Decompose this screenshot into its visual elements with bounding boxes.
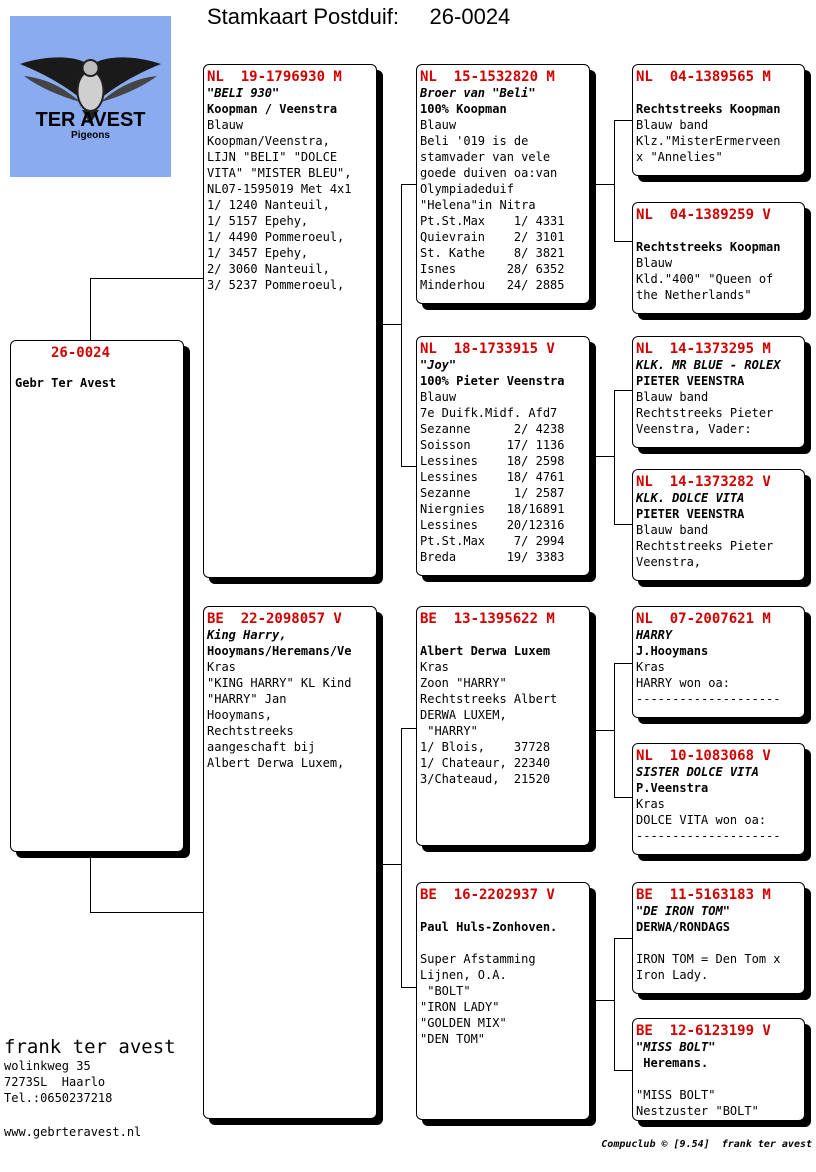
pigeon-name: "BELI 930" xyxy=(207,86,280,100)
info-line: 1/ Chateaur, 22340 xyxy=(420,756,551,770)
connector xyxy=(614,390,615,525)
ring-number: NL 14-1373295 M xyxy=(636,341,771,357)
ring-number: NL 18-1733915 V xyxy=(420,341,555,357)
info-line: Minderhou 24/ 2885 xyxy=(420,278,565,292)
info-line: Kras xyxy=(636,797,665,811)
info-line: Kras xyxy=(207,660,236,674)
info-line: Veenstra, Vader: xyxy=(636,422,752,436)
pigeon-owner: 100% Pieter Veenstra xyxy=(420,374,565,388)
info-line: VITA" "MISTER BLEU", xyxy=(207,166,352,180)
info-line: goede duiven oa:van xyxy=(420,166,558,180)
connector xyxy=(90,278,204,279)
ring-number: BE 13-1395622 M xyxy=(420,611,555,627)
info-line: -------------------- xyxy=(636,829,781,843)
info-line: DERWA LUXEM, xyxy=(420,708,507,722)
info-line: HARRY won oa: xyxy=(636,676,730,690)
pigeon-card-sire-sire[interactable] xyxy=(416,64,590,304)
info-line: "BOLT" xyxy=(420,984,471,998)
info-line: Nestzuster "BOLT" xyxy=(636,1104,759,1118)
pigeon-owner: Paul Huls-Zonhoven. xyxy=(420,920,558,934)
info-line: "HARRY" xyxy=(420,724,478,738)
pigeon-name xyxy=(420,903,586,919)
pigeon-owner: Albert Derwa Luxem xyxy=(420,644,551,658)
ring-number: NL 14-1373282 V xyxy=(636,474,771,490)
info-line: Olympiadeduif xyxy=(420,182,514,196)
pigeon-name: "Joy" xyxy=(420,358,457,372)
connector xyxy=(90,856,91,912)
info-line xyxy=(420,935,586,951)
pigeon-name: "MISS BOLT" xyxy=(636,1040,716,1054)
info-line: Blauw xyxy=(636,256,673,270)
info-line: Lessines 18/ 2598 xyxy=(420,454,565,468)
pigeon-name: KLK. MR BLUE - ROLEX xyxy=(636,358,781,372)
info-line: "IRON LADY" xyxy=(420,1000,500,1014)
owner-address xyxy=(4,1036,176,1106)
ring-number: NL 04-1389259 V xyxy=(636,207,771,223)
pigeon-owner: Heremans. xyxy=(636,1056,709,1070)
info-line: Super Afstamming xyxy=(420,952,536,966)
info-line: Breda 19/ 3383 xyxy=(420,550,565,564)
info-line: NL07-1595019 Met 4x1 xyxy=(207,182,352,196)
info-line: aangeschaft bij xyxy=(207,740,316,754)
pigeon-card-sdd[interactable] xyxy=(632,469,805,581)
connector xyxy=(596,184,615,185)
pigeon-card-dss[interactable] xyxy=(632,606,805,718)
info-line: Veenstra, xyxy=(636,555,702,569)
info-line: stamvader van vele xyxy=(420,150,551,164)
info-line: Hooymans, xyxy=(207,708,273,722)
connector xyxy=(614,241,633,242)
connector xyxy=(90,912,204,913)
connector xyxy=(401,184,402,467)
connector xyxy=(401,466,417,467)
connector xyxy=(614,524,633,525)
info-line: Rechtstreeks Pieter xyxy=(636,406,774,420)
pigeon-name: HARRY xyxy=(636,628,673,642)
logo-name: TER AVEST xyxy=(35,109,146,131)
ring-number: NL 15-1532820 M xyxy=(420,69,555,85)
info-line: 3/ 5237 Pommeroeul, xyxy=(207,278,345,292)
pigeon-card-sss[interactable] xyxy=(632,64,805,176)
info-line: Zoon "HARRY" xyxy=(420,676,507,690)
info-line: Koopman/Veenstra, xyxy=(207,134,330,148)
pigeon-owner: 100% Koopman xyxy=(420,102,507,116)
address-city: 7273SL Haarlo xyxy=(4,1075,106,1089)
info-line: Quievrain 2/ 3101 xyxy=(420,230,565,244)
connector xyxy=(614,1070,633,1071)
pigeon-name: KLK. DOLCE VITA xyxy=(636,491,745,505)
connector xyxy=(401,184,417,185)
info-line: 1/ 5157 Epehy, xyxy=(207,214,309,228)
info-line: x "Annelies" xyxy=(636,150,723,164)
info-line: Sezanne 2/ 4238 xyxy=(420,422,565,436)
pigeon-card-dam-sire[interactable] xyxy=(416,606,590,846)
info-line: "KING HARRY" KL Kind xyxy=(207,676,352,690)
pigeon-name xyxy=(636,223,801,239)
info-line: Blauw xyxy=(207,118,244,132)
info-line: Rechtstreeks Albert xyxy=(420,692,558,706)
info-line: Blauw band xyxy=(636,118,709,132)
info-line: LIJN "BELI" "DOLCE xyxy=(207,150,338,164)
page-title: Stamkaart Postduif: 26-0024 xyxy=(207,4,511,29)
info-line: Soisson 17/ 1136 xyxy=(420,438,565,452)
info-line: Blauw xyxy=(420,118,457,132)
info-line: "HARRY" Jan xyxy=(207,692,287,706)
info-line: Klz."MisterErmerveen xyxy=(636,134,781,148)
pigeon-name: King Harry, xyxy=(207,628,287,642)
ring-number: BE 12-6123199 V xyxy=(636,1023,771,1039)
info-line: 7e Duifk.Midf. Afd7 xyxy=(420,406,558,420)
connector xyxy=(401,728,417,729)
pigeon-owner: P.Veenstra xyxy=(636,781,709,795)
connector xyxy=(614,663,615,798)
info-line: DOLCE VITA won oa: xyxy=(636,813,767,827)
pigeon-name: Broer van "Beli" xyxy=(420,86,536,100)
ring-number: NL 07-2007621 M xyxy=(636,611,771,627)
connector xyxy=(401,728,402,988)
ring-number: NL 04-1389565 M xyxy=(636,69,771,85)
info-line: Pt.St.Max 1/ 4331 xyxy=(420,214,565,228)
info-line: Sezanne 1/ 2587 xyxy=(420,486,565,500)
connector xyxy=(614,938,633,939)
software-credit: Compuclub © [9.54] frank ter avest xyxy=(601,1139,812,1150)
pigeon-card-sire-dam[interactable] xyxy=(416,336,590,576)
connector xyxy=(614,938,615,1071)
info-line: 1/ 3457 Epehy, xyxy=(207,246,309,260)
info-line xyxy=(636,935,801,951)
logo xyxy=(10,16,171,177)
pigeon-owner: Rechtstreeks Koopman xyxy=(636,240,781,254)
pigeon-card-ssd[interactable] xyxy=(632,202,805,314)
info-line: St. Kathe 8/ 3821 xyxy=(420,246,565,260)
pigeon-name: "DE IRON TOM" xyxy=(636,904,730,918)
connector xyxy=(90,278,91,340)
pigeon-name xyxy=(420,627,586,643)
pigeon-card-ddd[interactable] xyxy=(632,1018,805,1121)
info-line: Kld."400" "Queen of xyxy=(636,272,774,286)
info-line: 3/Chateaud, 21520 xyxy=(420,772,551,786)
connector xyxy=(614,120,615,242)
pigeon-name xyxy=(636,85,801,101)
pigeon-card-sds[interactable] xyxy=(632,336,805,448)
info-line: "DEN TOM" xyxy=(420,1032,486,1046)
info-line: 1/ 1240 Nanteuil, xyxy=(207,198,330,212)
pigeon-card-dds[interactable] xyxy=(632,882,805,994)
ring-number: NL 19-1796930 M xyxy=(207,69,342,85)
info-line: Isnes 28/ 6352 xyxy=(420,262,565,276)
connector xyxy=(383,864,402,865)
info-line: IRON TOM = Den Tom x xyxy=(636,952,781,966)
info-line: Kras xyxy=(636,660,665,674)
subject-ring: 26-0024 xyxy=(51,345,111,361)
info-line: Iron Lady. xyxy=(636,968,709,982)
info-line: 1/ Blois, 37728 xyxy=(420,740,551,754)
info-line: "GOLDEN MIX" xyxy=(420,1016,507,1030)
header-ring: 26-0024 xyxy=(429,4,511,29)
info-line: Rechtstreeks Pieter xyxy=(636,539,774,553)
ring-number: BE 22-2098057 V xyxy=(207,611,342,627)
subject-owner: Gebr Ter Avest xyxy=(15,376,117,390)
pigeon-card-dam[interactable] xyxy=(203,606,377,1119)
info-line: Albert Derwa Luxem, xyxy=(207,756,345,770)
logo-sub: Pigeons xyxy=(71,130,110,141)
ring-number: BE 16-2202937 V xyxy=(420,887,555,903)
info-line: Lijnen, O.A. xyxy=(420,968,507,982)
info-line: Pt.St.Max 7/ 2994 xyxy=(420,534,565,548)
info-line: Rechtstreeks xyxy=(207,724,294,738)
connector xyxy=(614,797,633,798)
pigeon-owner: Koopman / Veenstra xyxy=(207,102,338,116)
pigeon-card-sire[interactable] xyxy=(203,64,377,578)
pigeon-owner: Hooymans/Heremans/Ve xyxy=(207,644,352,658)
address-street: wolinkweg 35 xyxy=(4,1059,91,1073)
info-line: Lessines 20/12316 xyxy=(420,518,565,532)
subject-card[interactable] xyxy=(10,340,184,852)
pigeon-owner: PIETER VEENSTRA xyxy=(636,507,745,521)
info-line: "Helena"in Nitra xyxy=(420,198,536,212)
connector xyxy=(383,324,402,325)
info-line: Blauw band xyxy=(636,390,709,404)
info-line: Blauw xyxy=(420,390,457,404)
pigeon-card-dam-dam[interactable] xyxy=(416,882,590,1120)
info-line: Beli '019 is de xyxy=(420,134,529,148)
pigeon-card-dsd[interactable] xyxy=(632,743,805,855)
pigeon-owner: Rechtstreeks Koopman xyxy=(636,102,781,116)
info-line: Lessines 18/ 4761 xyxy=(420,470,565,484)
connector xyxy=(614,120,633,121)
info-line: -------------------- xyxy=(636,692,781,706)
connector xyxy=(401,987,417,988)
pigeon-owner: PIETER VEENSTRA xyxy=(636,374,745,388)
info-line: "MISS BOLT" xyxy=(636,1088,716,1102)
connector xyxy=(614,663,633,664)
pigeon-name: SISTER DOLCE VITA xyxy=(636,765,759,779)
website-link[interactable]: www.gebrteravest.nl xyxy=(4,1125,142,1139)
phone-number: Tel.:0650237218 xyxy=(4,1091,113,1105)
pigeon-owner: DERWA/RONDAGS xyxy=(636,920,730,934)
info-line: 2/ 3060 Nanteuil, xyxy=(207,262,330,276)
connector xyxy=(596,730,615,731)
info-line: Niergnies 18/16891 xyxy=(420,502,565,516)
connector xyxy=(596,1000,615,1001)
website-wrap xyxy=(4,1124,141,1140)
pigeon-owner: J.Hooymans xyxy=(636,644,709,658)
info-line: 1/ 4490 Pommeroeul, xyxy=(207,230,345,244)
owner-name: frank ter avest xyxy=(4,1036,176,1058)
ring-number: BE 11-5163183 M xyxy=(636,887,771,903)
info-line xyxy=(636,1071,801,1087)
ring-number: NL 10-1083068 V xyxy=(636,748,771,764)
info-line: Kras xyxy=(420,660,449,674)
connector xyxy=(614,390,633,391)
connector xyxy=(596,456,615,457)
info-line: the Netherlands" xyxy=(636,288,752,302)
info-line: Blauw band xyxy=(636,523,709,537)
